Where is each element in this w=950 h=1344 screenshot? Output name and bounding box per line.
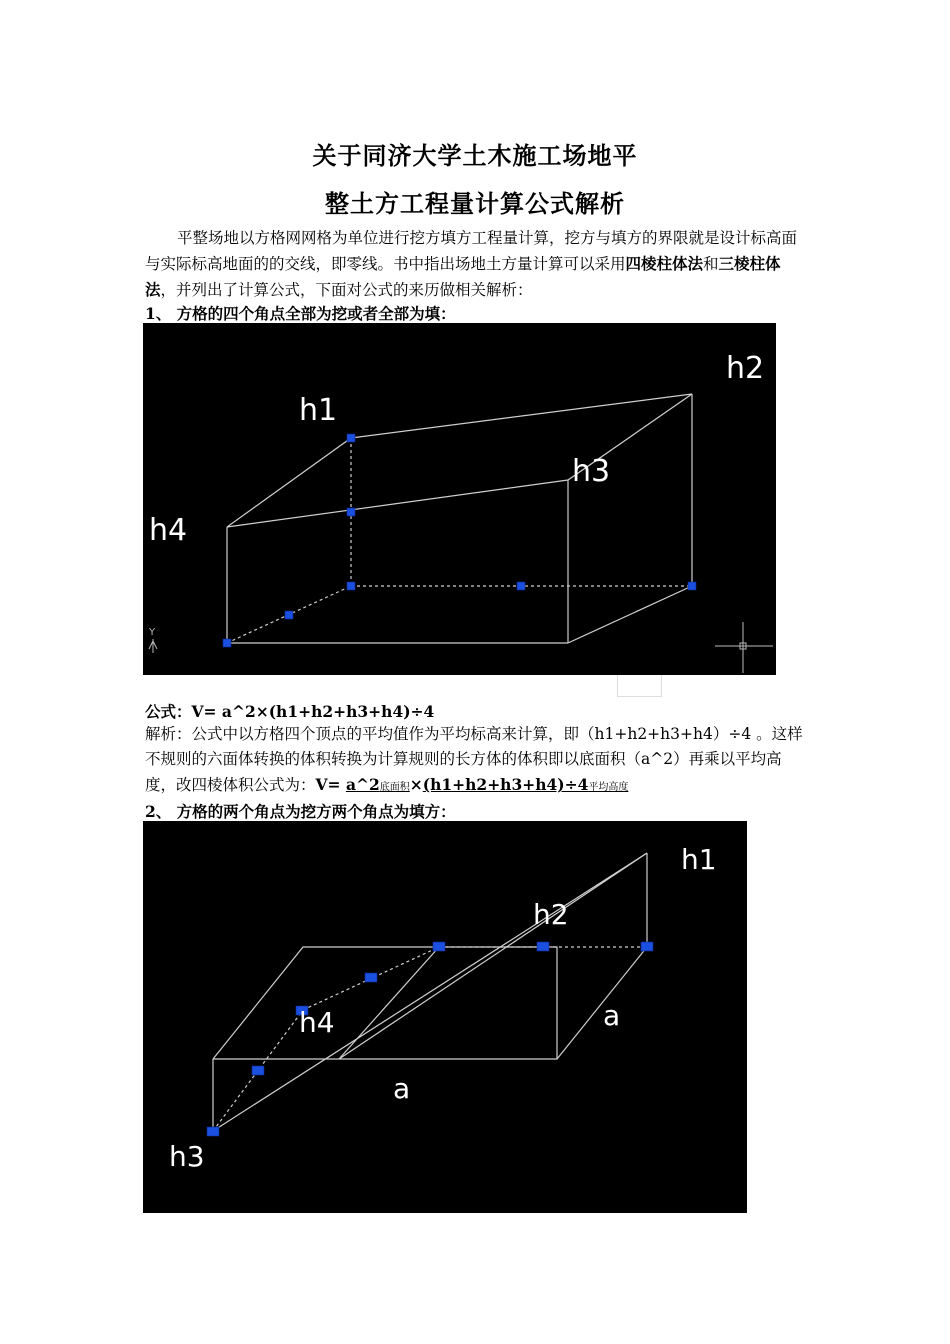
grip-marker [641,942,653,951]
label-h2: h2 [726,351,765,386]
intro-bold-method-2: 三棱柱体法 [145,254,781,299]
intro-text-2: 和 [703,255,719,273]
grip-marker [285,611,293,619]
document-title-line1: 关于同济大学土木施工场地平 [312,142,638,170]
label-h4: h4 [299,1006,335,1039]
analysis-formula-average-subscript: 平均高度 [588,782,629,793]
label-h3: h3 [169,1140,205,1173]
grip-marker [207,1127,219,1136]
grip-marker [347,508,355,516]
analysis-formula-base-area-subscript: 底面积 [379,782,410,793]
intro-bold-method-1: 四棱柱体法 [625,254,704,273]
label-a-bottom: a [393,1072,411,1105]
label-a-side: a [603,999,621,1032]
document-title-line2: 整土方工程量计算公式解析 [325,190,625,218]
edge-diagonal-mid [339,853,647,1059]
grip-marker [223,639,231,647]
analysis-formula-base-area: a^2 [345,775,380,794]
grip-marker [537,942,549,951]
top-face-edges [227,394,692,527]
top-face-edges [213,947,557,1059]
formula-1: 公式：V= a^2×(h1+h2+h3+h4)÷4 [145,702,435,721]
grip-marker [252,1066,264,1075]
edge-bottom-right [568,586,692,643]
analysis-formula-times: × [409,775,423,794]
edge-diagonal-long [213,853,647,1131]
ucs-axis-icon [148,627,157,653]
analysis-formula-prefix: V= [315,775,346,794]
grip-marker [433,942,445,951]
image-crop-artifact [617,675,662,697]
section1-heading: 1、 方格的四个角点全部为挖或者全部为填： [145,304,456,323]
label-h1: h1 [681,843,717,876]
grip-marker [347,582,355,590]
intro-paragraph [145,226,810,303]
intro-text-1: 平整场地以方格网网格为单位进行挖方填方工程量计算，挖方与填方的界限就是设计标高面与实际标高地面的的交线，即零线。书中指出场地土方量计算可以采用 [145,229,798,273]
figure-two-corner-prism [143,821,747,1213]
analysis-formula-average: (h1+h2+h3+h4)÷4 [422,775,589,794]
intro-text-3: ，并列出了计算公式，下面对公式的来历做相关解析： [160,281,533,299]
figure-four-corner-prism [143,323,776,675]
grip-marker [688,582,696,590]
analysis-paragraph [145,722,810,800]
crosshair-cursor-icon [715,622,773,673]
label-h1: h1 [299,393,338,428]
grip-marker [365,973,377,982]
label-h4: h4 [149,513,188,548]
edge-diagonal-inner [339,947,439,1059]
label-h3: h3 [572,454,611,489]
label-h2: h2 [533,898,569,931]
section2-heading: 2、 方格的两个角点为挖方两个角点为填方： [145,802,456,821]
y-axis-label: Y [149,627,156,638]
analysis-text: 解析：公式中以方格四个顶点的平均值作为平均标高来计算，即（h1+h2+h3+h4）÷4 。这样不规则的六面体转换的体积转换为计算规则的长方体的体积即以底面积（a^2）再乘以平均高度，改四棱体积公式为： [145,725,803,794]
grip-marker [347,434,355,442]
grip-marker [517,582,525,590]
edge-side-right [557,947,647,1059]
